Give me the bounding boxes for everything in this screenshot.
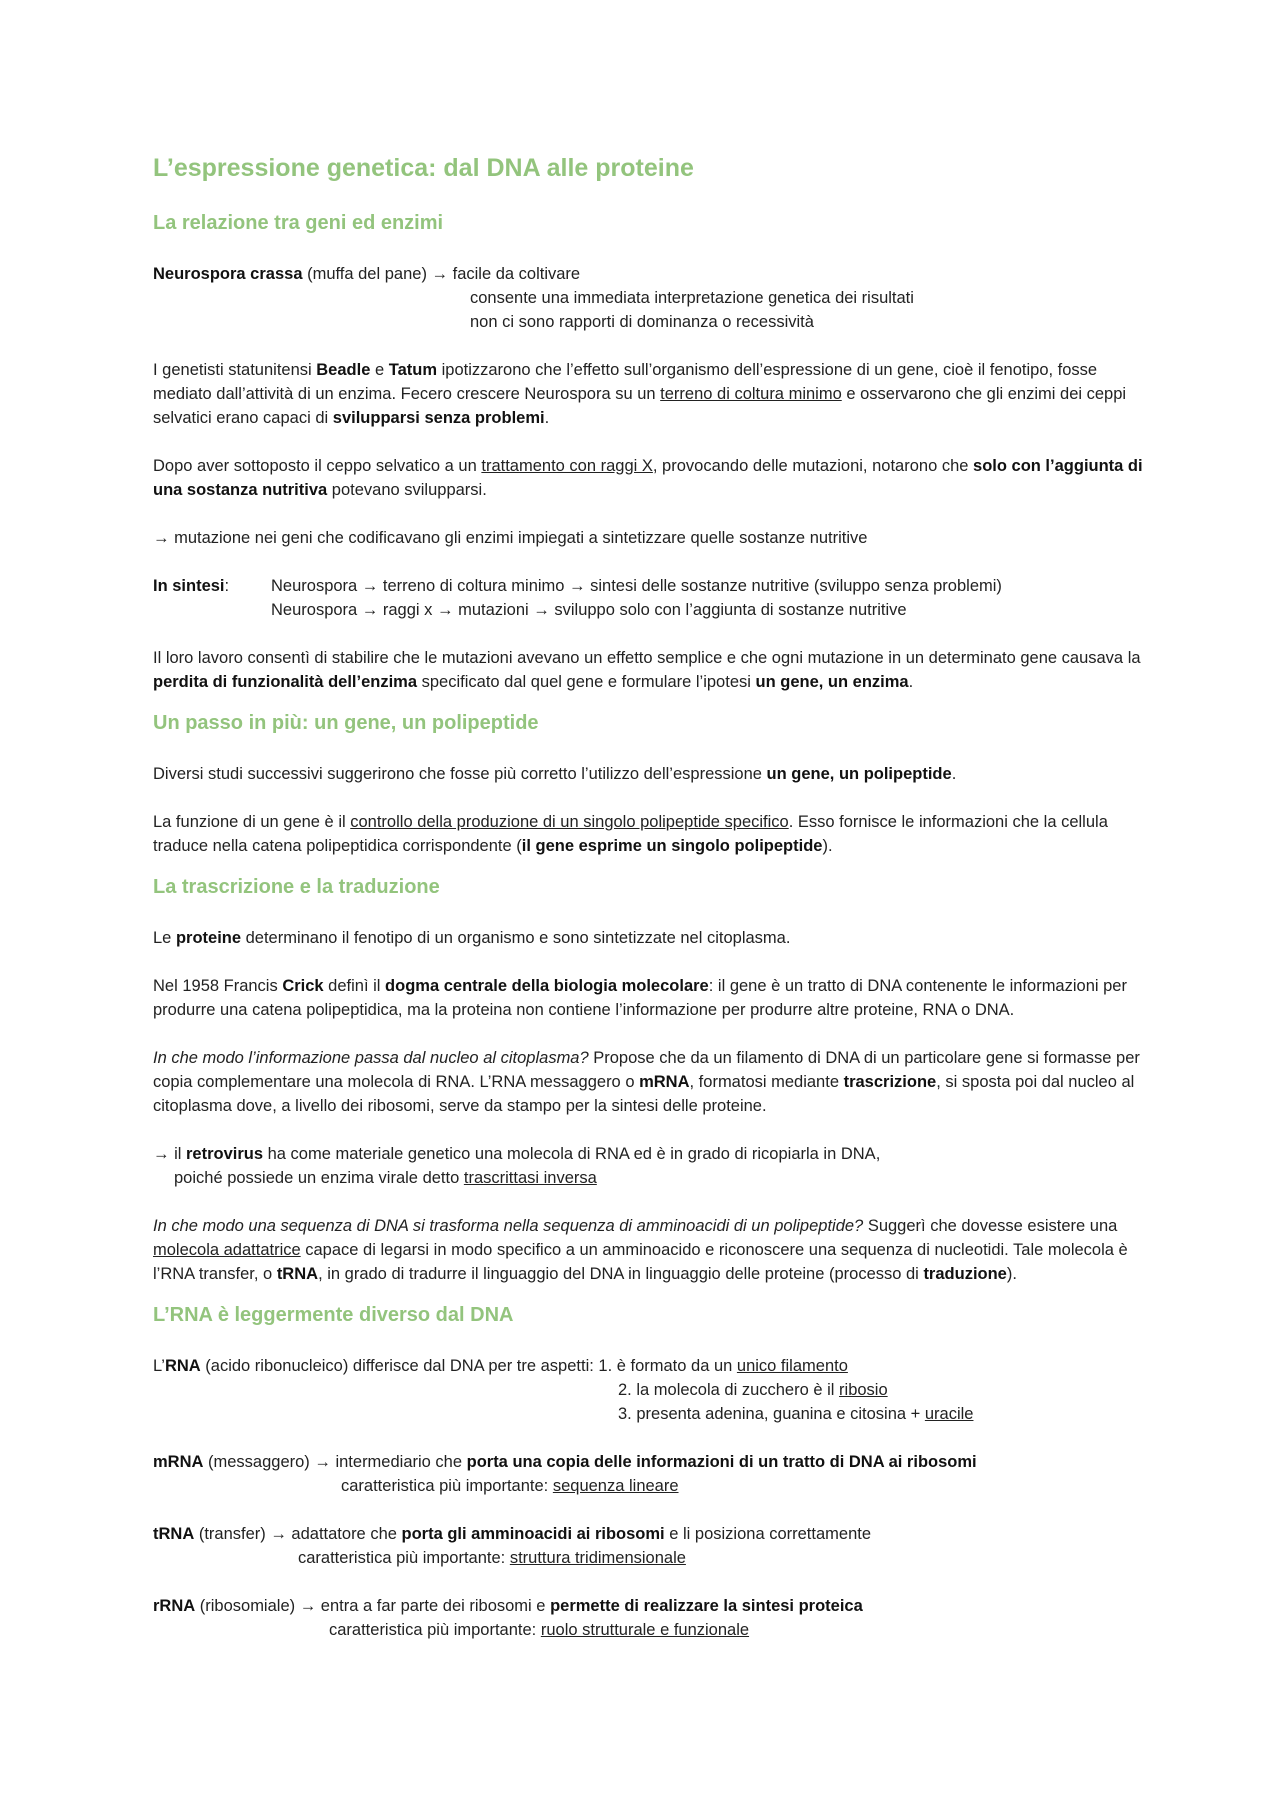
rna-differences-list: L’RNA (acido ribonucleico) differisce dal DNA per tre aspetti: 1. è formato da un unico filamento 2. la molecola di zucchero è il ribosio 3. presenta adenina, guanina e citosina + uracile — [153, 1357, 974, 1423]
retrovirus-block: → il retrovirus ha come materiale genetico una molecola di RNA ed è in grado di ricopiarla in DNA, poiché possiede un enzima virale detto trascrittasi inversa — [153, 1145, 881, 1187]
paragraph-proteine: Le proteine determinano il fenotipo di un organismo e sono sintetizzate nel citoplasma. — [153, 929, 791, 947]
paragraph-mutazione: → mutazione nei geni che codificavano gli enzimi impiegati a sintetizzare quelle sostanze nutritive — [153, 529, 868, 547]
paragraph-trna: In che modo una sequenza di DNA si trasforma nella sequenza di amminoacidi di un polipeptide? Suggerì che dovesse esistere una molecola adattatrice capace di legarsi in modo specifico a un amminoacido e riconoscere una sequenza di nucleotidi. Tale molecola è l’RNA transfer, o tRNA, in grado di tradurre il linguaggio del DNA in linguaggio delle proteine (processo di traduzione). — [153, 1217, 1128, 1283]
trna-block: tRNA (transfer) → adattatore che porta gli amminoacidi ai ribosomi e li posiziona correttamente caratteristica più importante: struttura tridimensionale — [153, 1525, 872, 1567]
heading-passo-in-piu: Un passo in più: un gene, un polipeptide — [153, 712, 539, 734]
sintesi-label: In sintesi — [153, 577, 225, 595]
sintesi-block: In sintesi: Neurospora → terreno di coltura minimo → sintesi delle sostanze nutritive (sviluppo senza problemi) Neurospora → raggi x → mutazioni → sviluppo solo con l’aggiunta di sostanze nutritive — [153, 577, 1002, 619]
mrna-block: mRNA (messaggero) → intermediario che porta una copia delle informazioni di un tratto di DNA ai ribosomi caratteristica più importante: sequenza lineare — [153, 1453, 977, 1495]
paragraph-polipeptide: Diversi studi successivi suggerirono che fosse più corretto l’utilizzo dell’espressione un gene, un polipeptide. — [153, 765, 957, 783]
paragraph-raggi-x: Dopo aver sottoposto il ceppo selvatico a un trattamento con raggi X, provocando delle mutazioni, notarono che solo con l’aggiunta di una sostanza nutritiva potevano svilupparsi. — [153, 457, 1143, 499]
paragraph-un-gene-un-enzima: Il loro lavoro consentì di stabilire che le mutazioni avevano un effetto semplice e che ogni mutazione in un determinato gene causava la perdita di funzionalità dell’enzima specificato dal quel gene e formulare l’ipotesi un gene, un enzima. — [153, 649, 1141, 691]
heading-rna-diverso: L’RNA è leggermente diverso dal DNA — [153, 1304, 514, 1326]
document-body — [153, 150, 1143, 1666]
paragraph-mrna: In che modo l’informazione passa dal nucleo al citoplasma? Propose che da un filamento di DNA di un particolare gene si formasse per copia complementare una molecola di RNA. L’RNA messaggero o mRNA, formatosi mediante trascrizione, si sposta poi dal nucleo al citoplasma dove, a livello dei ribosomi, serve da stampo per la sintesi delle proteine. — [153, 1049, 1140, 1115]
heading-geni-enzimi: La relazione tra geni ed enzimi — [153, 212, 444, 234]
rrna-block: rRNA (ribosomiale) → entra a far parte dei ribosomi e permette di realizzare la sintesi proteica caratteristica più importante: ruolo strutturale e funzionale — [153, 1597, 863, 1639]
heading-trascrizione-traduzione: La trascrizione e la traduzione — [153, 876, 440, 898]
paragraph-crick: Nel 1958 Francis Crick definì il dogma centrale della biologia molecolare: il gene è un tratto di DNA contenente le informazioni per produrre una catena polipeptidica, ma la proteina non contiene l’informazione per produrre altre proteine, RNA o DNA. — [153, 977, 1127, 1019]
paragraph-beadle-tatum: I genetisti statunitensi Beadle e Tatum ipotizzarono che l’effetto sull’organismo dell’espressione di un gene, cioè il fenotipo, fosse mediato dall’attività di un enzima. Fecero crescere Neurospora su un terreno di coltura minimo e osservarono che gli enzimi dei ceppi selvatici erano capaci di svilupparsi senza problemi. — [153, 361, 1127, 427]
page-title: L’espressione genetica: dal DNA alle proteine — [153, 154, 694, 182]
paragraph-funzione-gene: La funzione di un gene è il controllo della produzione di un singolo polipeptide specifico. Esso fornisce le informazioni che la cellula traduce nella catena polipeptidica corrispondente (il gene esprime un singolo polipeptide). — [153, 813, 1108, 855]
neurospora-block: Neurospora crassa (muffa del pane) → facile da coltivare consente una immediata interpretazione genetica dei risultati non ci sono rapporti di dominanza o recessività — [153, 265, 914, 331]
